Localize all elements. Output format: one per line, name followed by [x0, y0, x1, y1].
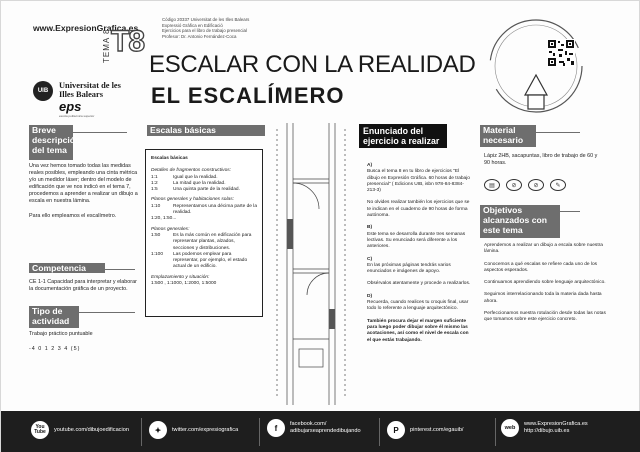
competencia-text: CE 1-1 Capacidad para interpretar y elaborar la documentación gráfica de un proyecto.	[29, 279, 137, 292]
scale-value: 1:2	[151, 180, 158, 186]
eps-subtitle: escola politècnica superior	[59, 114, 95, 118]
page-title: ESCALAR CON LA REALIDAD	[149, 51, 476, 78]
emplaz-values: 1:500 , 1:1000, 1:2000, 1:5000	[151, 281, 217, 287]
page-subtitle: EL ESCALÍMERO	[151, 83, 345, 108]
site-url[interactable]: www.ExpresionGrafica.es	[33, 23, 139, 33]
info-line: Código 20337 Universitat de les Illes Balears	[162, 17, 250, 22]
heading-rule	[73, 132, 127, 133]
footer-separator	[141, 418, 142, 446]
objetivos-list	[484, 243, 612, 324]
competencia-heading: Competencia	[29, 263, 105, 273]
eps-logo: eps	[59, 99, 82, 114]
facebook-link[interactable]	[267, 419, 361, 437]
step-a-text-2: No olvides realizar también los ejercicios que se te indican en el cuaderno de 90 horas de forma autónoma.	[367, 200, 470, 219]
scale-desc: Igual que la realidad.	[173, 174, 218, 180]
step-b-text: Este tema se desarrolla durante tres semanas lectivas. Su enunciado será diferente a los anteriores.	[367, 231, 466, 250]
scale-row	[151, 233, 257, 252]
step-c-label: C)	[367, 256, 373, 262]
no-eraser-icon: ⊘	[528, 179, 544, 191]
scale-desc: La mitad que la realidad.	[173, 180, 226, 186]
step-c-text-2: Obsérvalos atentamente y procede a realizarlos.	[367, 281, 471, 287]
heading-rule	[79, 312, 135, 313]
scale-desc: Representamos una décima parte de la realidad.	[173, 203, 257, 216]
footer-separator	[379, 418, 380, 446]
material-icons	[484, 179, 566, 191]
detalles-label: Detalles de fragmentos constructivos:	[151, 168, 231, 174]
youtube-link[interactable]	[31, 421, 129, 439]
scale-value: 1:20, 1:50...	[151, 216, 177, 222]
facebook-url-2: adibujarseaprendedibujando	[290, 428, 361, 434]
step-b-label: B)	[367, 225, 373, 231]
escalas-box	[145, 149, 263, 317]
web-icon: web	[501, 419, 519, 437]
escalas-box-title: Escalas básicas	[151, 156, 188, 161]
scale-row	[151, 252, 257, 271]
footer-separator	[495, 418, 496, 446]
scale-value: 1:50	[151, 232, 161, 238]
tipo-heading: Tipo de actividad	[29, 306, 79, 328]
pinterest-url: pinterest.com/egauib/	[410, 426, 464, 433]
escalas-heading: Escalas básicas	[147, 125, 265, 136]
material-text: Lápiz 2HB, sacapuntas, libro de trabajo de 60 y 90 horas.	[484, 153, 598, 166]
scale-row	[151, 204, 257, 217]
enunciado-body	[367, 163, 471, 344]
tema-vertical-label: TEMA 8	[102, 28, 111, 63]
info-line: Profesor: Dr. Antonio Fernández-Coca	[162, 33, 237, 39]
pencil-icon: ✎	[550, 179, 566, 191]
scale-value: 1:100	[151, 251, 164, 257]
heading-rule	[105, 269, 135, 270]
objetivos-heading: Objetivos alcanzados con este tema	[480, 205, 560, 238]
footer-separator	[259, 418, 260, 446]
youtube-url: youtube.com/dibujoedificacion	[54, 426, 129, 433]
emplaz-label: Emplazamiento y situación:	[151, 274, 210, 280]
scale-value: 1:5	[151, 187, 158, 193]
no-pen-icon: ⊘	[506, 179, 522, 191]
step-d-text: Recuerda, cuando realices tu croquis final, usar todo lo referente a lenguaje arquitectónico.	[367, 300, 469, 312]
web-url-2: http://dibujo.uib.es	[524, 428, 570, 434]
info-line: Expressió Gràfica en Edificació	[162, 22, 223, 28]
step-a-text: Busca el tema 8 en tu libro de ejercicios "El dibujo en Expresión Gráfica. 60 horas de trabajo presencial" ( Edicions UIB, isbn 978-84-8384-213-3)	[367, 169, 470, 194]
objective-item: Continuamos aprendiendo sobre lenguaje arquitectónico.	[484, 280, 606, 286]
course-info	[162, 17, 292, 39]
margin-note: También procura dejar el margen suficiente para luego poder dibujar sobre él mismo las acotaciones, así como el nivel de escala con el que estás trabajando.	[367, 318, 469, 343]
scale-value: 1:10	[151, 203, 161, 209]
objective-item: Aprendemos a realizar un dibujo a escala sobre nuestra lámina.	[484, 243, 603, 255]
scale-row	[151, 187, 257, 193]
enunciado-heading: Enunciado del ejercicio a realizar	[359, 124, 447, 148]
footer-bar	[1, 411, 640, 452]
scale-desc: Las podemos emplear para representar, por ejemplo, el estado actual de un edificio.	[173, 251, 248, 270]
tipo-text: Trabajo práctico puntuable	[29, 331, 93, 337]
planos-gen-label: Planos generales:	[151, 226, 190, 232]
twitter-url: twitter.com/expresiografica	[172, 426, 239, 433]
breve-heading: Breve descripción del tema	[29, 125, 73, 160]
tema-code: T8	[111, 25, 145, 58]
scale-desc: Una quinta parte de la realidad.	[173, 187, 240, 193]
uib-logo: UIB	[33, 81, 53, 101]
pinterest-link[interactable]	[387, 421, 463, 439]
planos-viv-label: Planos generales y habitaciones solas:	[151, 197, 234, 203]
scale-value: 1:1	[151, 174, 158, 180]
twitter-icon: ✦	[149, 421, 167, 439]
breve-text: Una vez hemos tomado todas las medidas reales posibles, empleando una cinta métrica y/o un medidor láser; dentro del modelo de edificación que ve nos indicó en el tema 7, procedemos a aprender a realizar un dibujo a escala en nuestra lámina.	[29, 163, 138, 204]
scale-desc: Es la más común en edificación para representar plantas, alzados, secciones y distribuciones.	[173, 232, 252, 251]
step-a-label: A)	[367, 163, 373, 168]
info-line: Ejercicios para el libro de trabajo presencial	[162, 28, 247, 33]
book-icon: ▤	[484, 179, 500, 191]
web-link[interactable]	[501, 419, 588, 437]
pinterest-icon: P	[387, 421, 405, 439]
university-name: Universitat de les Illes Balears	[59, 81, 121, 99]
step-c-text: En las próximas páginas tendrás varios enunciados e imágenes de apoyo.	[367, 262, 451, 275]
breve-text-2: Para ello empleamos el escalímetro.	[29, 213, 117, 219]
architectural-sketch	[269, 119, 355, 409]
objective-item: Conocemos a qué escalas se refiere cada uno de los aspectos esperados.	[484, 261, 598, 273]
qr-code-icon[interactable]	[547, 39, 575, 67]
facebook-url-1: facebook.com/	[290, 421, 327, 427]
grade-scale: -4 0 1 2 3 4 (5)	[29, 346, 81, 352]
objective-item: Seguimos interrelacionando toda la materia dada hasta ahora.	[484, 292, 602, 304]
twitter-link[interactable]	[149, 421, 238, 439]
web-url-1: www.ExpresionGrafica.es	[524, 421, 588, 427]
heading-rule	[536, 132, 580, 133]
material-heading: Material necesario	[480, 125, 536, 147]
youtube-icon: You Tube	[31, 421, 49, 439]
facebook-icon: f	[267, 419, 285, 437]
objective-item: Perfeccionamos nuestra rotulación desde todas las notas que tomamos sobre este ejercicio concreto.	[484, 311, 606, 323]
heading-rule	[560, 211, 580, 212]
step-d-label: D)	[367, 293, 373, 299]
